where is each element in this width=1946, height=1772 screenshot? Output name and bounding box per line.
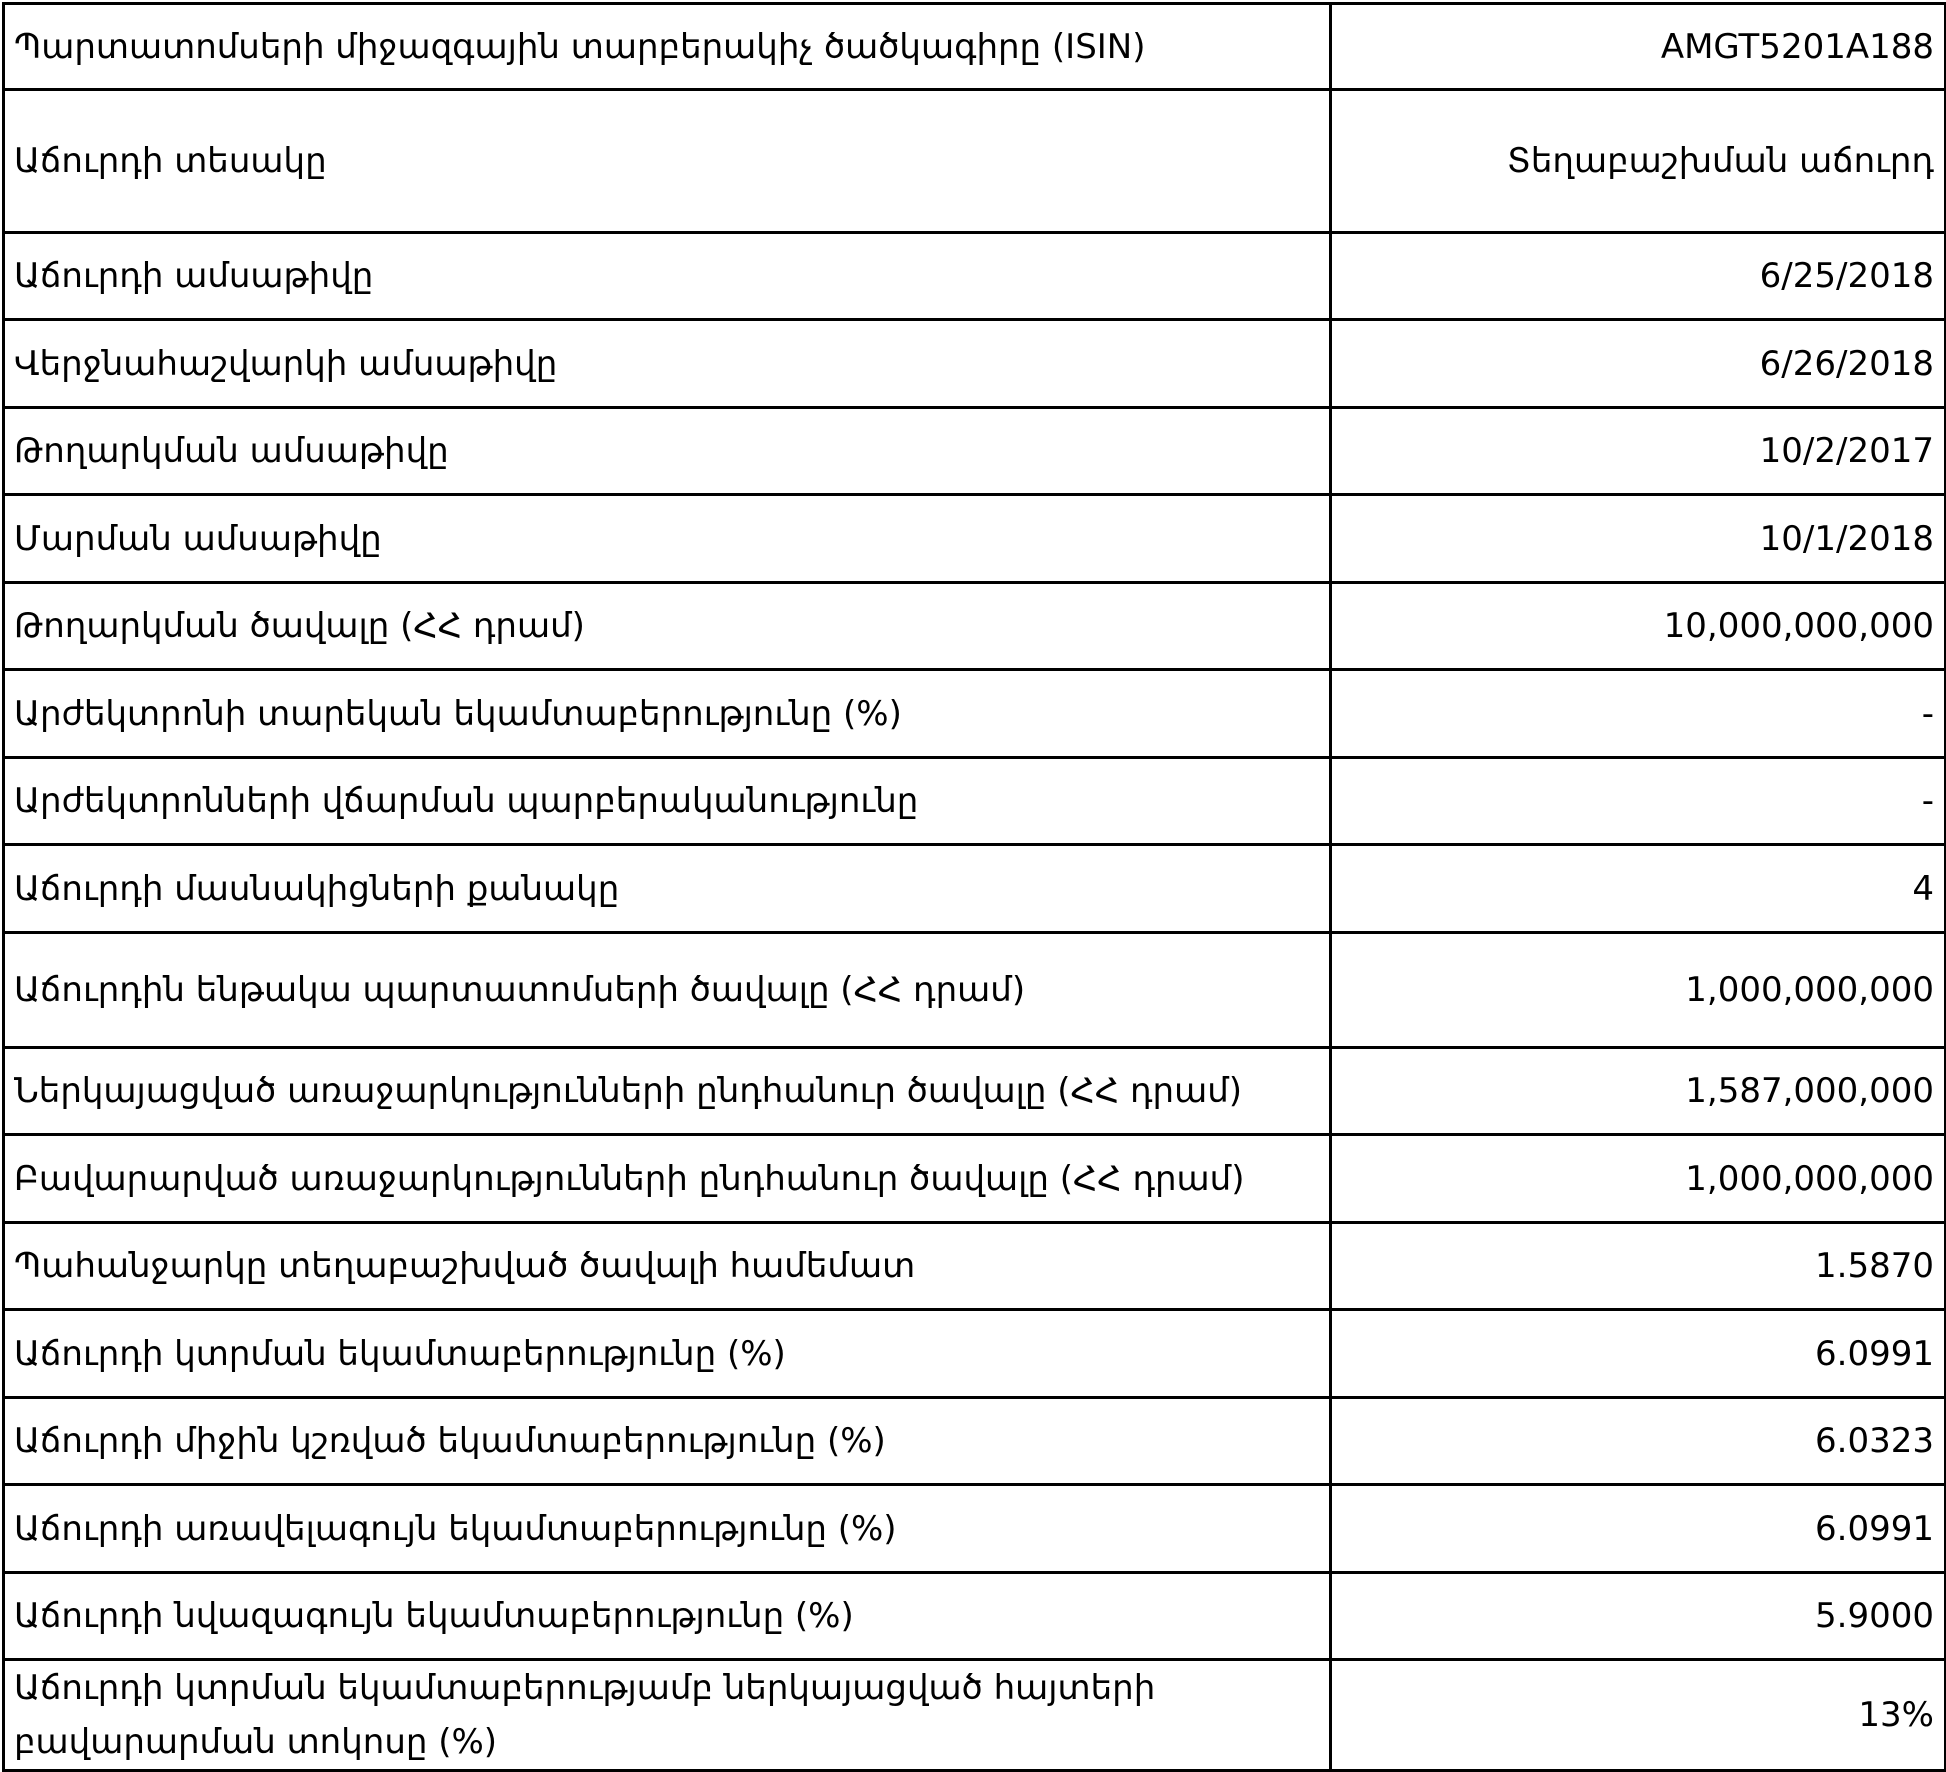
table-row-bids-volume bbox=[4, 1048, 1946, 1135]
table-row-maturity-date bbox=[4, 495, 1946, 583]
table-row-cutoff-satisfaction bbox=[4, 1660, 1946, 1771]
row-value: 10/2/2017 bbox=[1331, 408, 1946, 495]
table-row-issue-date bbox=[4, 408, 1946, 495]
table-row-isin bbox=[4, 4, 1946, 90]
row-value: - bbox=[1331, 758, 1946, 845]
row-value: 1,000,000,000 bbox=[1331, 933, 1946, 1048]
row-label: Աճուրդին ենթակա պարտատոմսերի ծավալը (ՀՀ դրամ) bbox=[4, 933, 1331, 1048]
row-value: 1,587,000,000 bbox=[1331, 1048, 1946, 1135]
table-row-satisfied-volume bbox=[4, 1135, 1946, 1223]
table-row-cutoff-yield bbox=[4, 1310, 1946, 1398]
table-row-coupon-frequency bbox=[4, 758, 1946, 845]
row-label: Աճուրդի տեսակը bbox=[4, 90, 1331, 233]
row-label: Թողարկման ծավալը (ՀՀ դրամ) bbox=[4, 583, 1331, 670]
row-label: Ներկայացված առաջարկությունների ընդհանուր ծավալը (ՀՀ դրամ) bbox=[4, 1048, 1331, 1135]
row-value: 6.0323 bbox=[1331, 1398, 1946, 1485]
table-row-participants bbox=[4, 845, 1946, 933]
row-label: Աճուրդի միջին կշռված եկամտաբերությունը (%) bbox=[4, 1398, 1331, 1485]
table-row-offered-volume bbox=[4, 933, 1946, 1048]
row-label: Մարման ամսաթիվը bbox=[4, 495, 1331, 583]
table-row-max-yield bbox=[4, 1485, 1946, 1573]
row-label: Արժեկտրոնների վճարման պարբերականությունը bbox=[4, 758, 1331, 845]
row-label: Բավարարված առաջարկությունների ընդհանուր ծավալը (ՀՀ դրամ) bbox=[4, 1135, 1331, 1223]
table-row-settlement-date bbox=[4, 320, 1946, 408]
row-label: Աճուրդի կտրման եկամտաբերությամբ ներկայացված հայտերի բավարարման տոկոսը (%) bbox=[4, 1660, 1331, 1771]
row-label: Աճուրդի ամսաթիվը bbox=[4, 233, 1331, 320]
table-row-auction-date bbox=[4, 233, 1946, 320]
row-value: 1,000,000,000 bbox=[1331, 1135, 1946, 1223]
row-value: - bbox=[1331, 670, 1946, 758]
row-value: 5.9000 bbox=[1331, 1573, 1946, 1660]
row-value: 10,000,000,000 bbox=[1331, 583, 1946, 670]
row-value: 6.0991 bbox=[1331, 1485, 1946, 1573]
row-label: Պահանջարկը տեղաբաշխված ծավալի համեմատ bbox=[4, 1223, 1331, 1310]
row-value: 6/25/2018 bbox=[1331, 233, 1946, 320]
row-label: Աճուրդի մասնակիցների քանակը bbox=[4, 845, 1331, 933]
table-row-weighted-avg-yield bbox=[4, 1398, 1946, 1485]
row-value: 13% bbox=[1331, 1660, 1946, 1771]
table-row-bid-to-cover bbox=[4, 1223, 1946, 1310]
table-row-auction-type bbox=[4, 90, 1946, 233]
row-value: 6.0991 bbox=[1331, 1310, 1946, 1398]
row-value: 1.5870 bbox=[1331, 1223, 1946, 1310]
row-label: Աճուրդի կտրման եկամտաբերությունը (%) bbox=[4, 1310, 1331, 1398]
row-value: 6/26/2018 bbox=[1331, 320, 1946, 408]
row-label: Թողարկման ամսաթիվը bbox=[4, 408, 1331, 495]
table-row-coupon-rate bbox=[4, 670, 1946, 758]
table-row-issue-volume bbox=[4, 583, 1946, 670]
row-label: Վերջնահաշվարկի ամսաթիվը bbox=[4, 320, 1331, 408]
row-value: 4 bbox=[1331, 845, 1946, 933]
row-label: Պարտատոմսերի միջազգային տարբերակիչ ծածկագիրը (ISIN) bbox=[4, 4, 1331, 90]
row-value: 10/1/2018 bbox=[1331, 495, 1946, 583]
row-label: Արժեկտրոնի տարեկան եկամտաբերությունը (%) bbox=[4, 670, 1331, 758]
row-label: Աճուրդի առավելագույն եկամտաբերությունը (%) bbox=[4, 1485, 1331, 1573]
row-value: AMGT5201A188 bbox=[1331, 4, 1946, 90]
row-label: Աճուրդի նվազագույն եկամտաբերությունը (%) bbox=[4, 1573, 1331, 1660]
auction-results-table bbox=[2, 2, 1946, 1772]
table-row-min-yield bbox=[4, 1573, 1946, 1660]
row-value: Տեղաբաշխման աճուրդ bbox=[1331, 90, 1946, 233]
